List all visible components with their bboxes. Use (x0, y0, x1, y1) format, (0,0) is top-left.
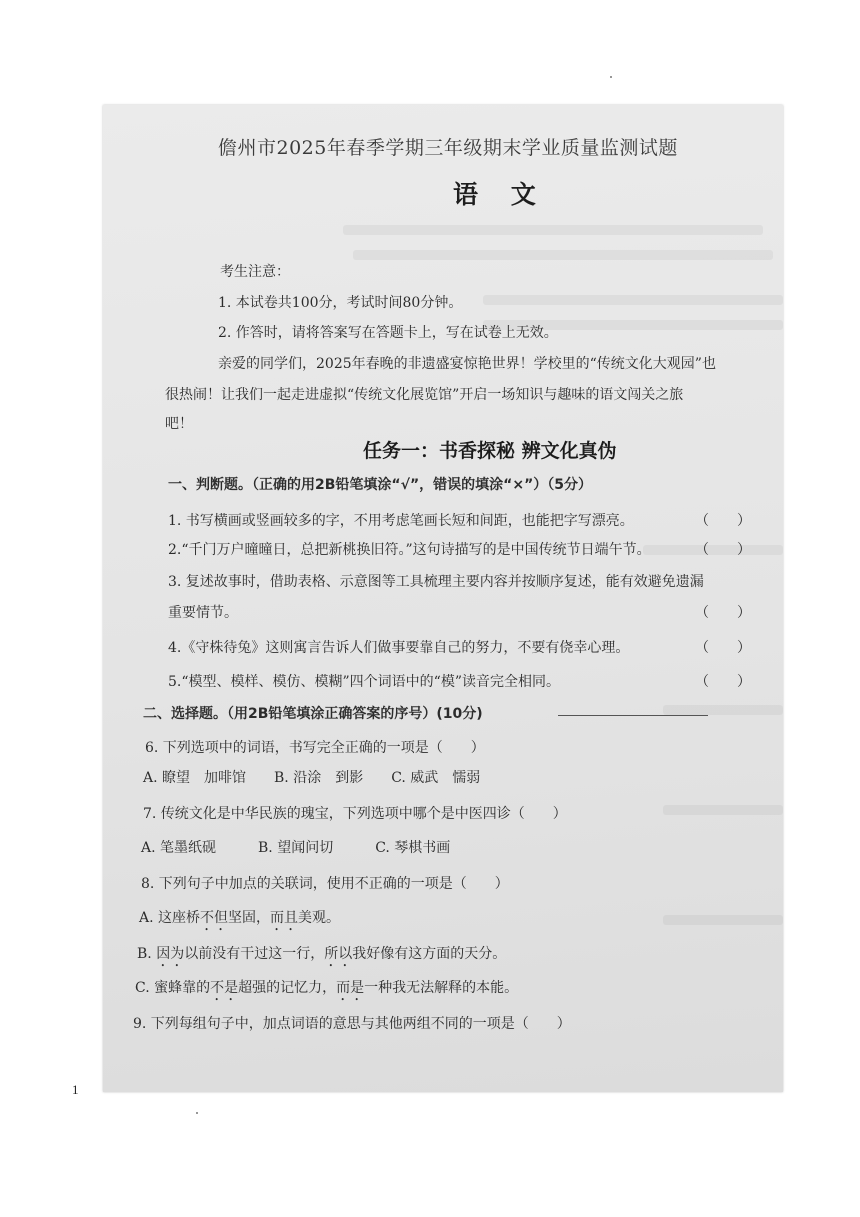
true-false-question-1: 1. 书写横画或竖画较多的字，不用考虑笔画长短和间距，也能把字写漂亮。 (168, 513, 634, 529)
dust-speck-top (610, 76, 612, 78)
choice-question-8: 8. 下列句子中加点的关联词，使用不正确的一项是（ ） (141, 876, 509, 892)
page-number: 1 (72, 1082, 79, 1097)
answer-paren-3: （ ） (695, 605, 751, 621)
notice-rule-1: 1. 本试卷共100分，考试时间80分钟。 (218, 295, 463, 311)
choice-question-7: 7. 传统文化是中华民族的瑰宝，下列选项中哪个是中医四诊（ ） (143, 806, 567, 822)
option-text: C. 蜜蜂靠的 (135, 980, 211, 996)
notice-rule-2: 2. 作答时，请将答案写在答题卡上，写在试卷上无效。 (218, 325, 558, 341)
intro-line-2: 很热闹！让我们一起走进虚拟“传统文化展览馆”开启一场知识与趣味的语文闯关之旅 (165, 387, 684, 403)
bleed-through-mark (483, 295, 783, 305)
choice-8-option-a (139, 907, 340, 934)
choice-question-6: 6. 下列选项中的词语，书写完全正确的一项是（ ） (145, 740, 485, 756)
dotted-conjunction: 而是 (336, 980, 365, 996)
true-false-question-3: 3. 复述故事时，借助表格、示意图等工具梳理主要内容并按顺序复述，能有效避免遗漏 (168, 574, 704, 590)
dotted-conjunction: 不但 (200, 910, 229, 926)
notice-label: 考生注意： (220, 264, 290, 280)
bleed-through-mark (353, 250, 773, 260)
choice-8-option-b (137, 943, 506, 970)
intro-line-3: 吧！ (165, 416, 193, 432)
bleed-through-mark (343, 225, 763, 235)
option-text: B. (137, 946, 157, 962)
exam-paper-photo (103, 105, 783, 1092)
answer-paren-5: （ ） (695, 674, 751, 690)
bleed-through-mark (663, 915, 783, 925)
choice-8-option-c (135, 977, 518, 1004)
section-1-heading: 一、判断题。（正确的用2B铅笔填涂“√”，错误的填涂“×”）（5分） (168, 477, 593, 493)
section-2-heading: 二、选择题。（用2B铅笔填涂正确答案的序号）(10分) (143, 706, 483, 722)
bleed-through-mark (663, 705, 783, 715)
task-1-heading: 任务一：书香探秘 辨文化真伪 (363, 440, 617, 462)
choice-question-7-options: A. 笔墨纸砚 B. 望闻问切 C. 琴棋书画 (141, 840, 451, 856)
intro-line-1: 亲爱的同学们，2025年春晚的非遗盛宴惊艳世界！学校里的“传统文化大观园”也 (218, 356, 716, 372)
option-text: 我好像有这方面的天分。 (352, 946, 507, 962)
option-text: A. 这座桥 (139, 910, 201, 926)
subject-title: 语 文 (453, 180, 548, 209)
true-false-question-3-cont: 重要情节。 (168, 605, 238, 621)
true-false-question-5: 5.“模型、模样、模仿、模糊”四个词语中的“模”读音完全相同。 (168, 674, 560, 690)
option-text: 一种我无法解释的本能。 (364, 980, 519, 996)
exam-title: 儋州市2025年春季学期三年级期末学业质量监测试题 (218, 137, 678, 159)
answer-paren-1: （ ） (695, 513, 751, 529)
dotted-conjunction: 而且 (270, 910, 299, 926)
dotted-conjunction: 不是 (210, 980, 239, 996)
true-false-question-4: 4.《守株待兔》这则寓言告诉人们做事要靠自己的努力，不要有侥幸心理。 (168, 640, 630, 656)
heading-rule (558, 715, 708, 716)
bleed-through-mark (663, 805, 783, 815)
option-text: 坚固， (228, 910, 271, 926)
answer-paren-2: （ ） (695, 542, 751, 558)
dust-speck-bottom (196, 1112, 198, 1114)
option-text: 以前没有干过这一行， (184, 946, 325, 962)
option-text: 超强的记忆力， (238, 980, 337, 996)
true-false-question-2: 2.“千门万户曈曈日，总把新桃换旧符。”这句诗描写的是中国传统节日端午节。 (168, 542, 651, 558)
choice-question-6-options: A. 瞭望 加啡馆 B. 沿涂 到影 C. 威武 懦弱 (143, 770, 481, 786)
choice-question-9: 9. 下列每组句子中，加点词语的意思与其他两组不同的一项是（ ） (133, 1016, 571, 1032)
dotted-conjunction: 所以 (324, 946, 353, 962)
option-text: 美观。 (298, 910, 341, 926)
dotted-conjunction: 因为 (156, 946, 185, 962)
answer-paren-4: （ ） (695, 640, 751, 656)
